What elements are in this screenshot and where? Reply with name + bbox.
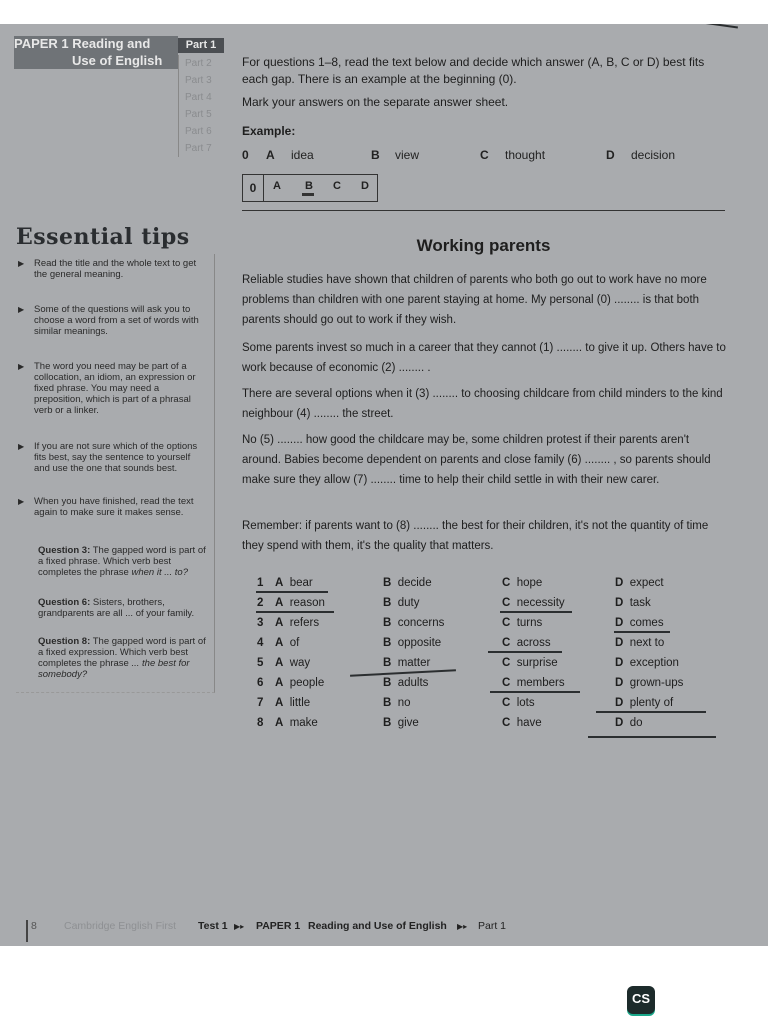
question-tip-text: The gapped word is part of a fixed phrase. Which verb best completes the phrase xyxy=(38,545,206,578)
option-b: B no xyxy=(383,697,411,709)
option-c-word: lots xyxy=(516,697,535,709)
option-b-word: no xyxy=(397,697,411,709)
option-c-word: turns xyxy=(516,617,543,629)
footer-bar xyxy=(26,920,28,942)
paper-banner xyxy=(14,36,178,69)
option-b-word: opposite xyxy=(397,637,442,649)
option-d-word: exception xyxy=(629,657,679,669)
divider xyxy=(242,210,725,211)
text-paragraph: There are several options when it (3) ........ to choosing childcare from child minders to the kind neighbour (4) ........ the street. xyxy=(242,388,723,420)
question-tip-text: Sisters, brothers, grandparents are all ... of your family. xyxy=(38,597,195,619)
part-list xyxy=(178,55,225,157)
option-a: A reason xyxy=(275,597,325,609)
tip-text: Read the title and the whole text to get the general meaning. xyxy=(34,258,197,280)
question-number: 2 xyxy=(257,597,264,609)
option-a: A bear xyxy=(275,577,313,589)
tip-text: If you are not sure which of the options fits best, say the sentence to yourself and use the one that sounds best. xyxy=(34,441,198,474)
paper-banner-line1: PAPER 1 Reading and xyxy=(14,36,151,51)
question-number: 7 xyxy=(257,697,264,709)
part-item: Part 3 xyxy=(185,75,212,86)
footer-page-number: 8 xyxy=(31,920,37,932)
option-b-word: decide xyxy=(397,577,432,589)
arrow-icon: ▶▸ xyxy=(234,922,245,931)
option-b: B give xyxy=(383,717,419,729)
tip-text: The word you need may be part of a collocation, an idiom, an expression or fixed phrase. You may need a preposition, which is part of a phrasal verb or a linker. xyxy=(34,361,196,416)
scanned-page xyxy=(0,24,768,946)
tips-title: Essential tips xyxy=(16,224,190,250)
pen-underline xyxy=(588,736,716,738)
pen-underline xyxy=(490,691,580,693)
paper-banner-line2: Use of English xyxy=(72,53,163,68)
tip-item xyxy=(18,441,200,474)
part-item: Part 4 xyxy=(185,92,212,103)
question-tip-text: The gapped word is part of a fixed expression. Which verb best completes the phrase xyxy=(38,636,206,669)
text-paragraph: Reliable studies have shown that children of parents who both go out to work have no more problems than children with one parent staying at home. My personal (0) ........ is that both parents should go out to work if they wish. xyxy=(242,274,707,326)
arrow-icon: ▶ xyxy=(18,497,25,506)
question-tip xyxy=(38,636,208,680)
option-d: D grown-ups xyxy=(615,677,684,689)
part-item: Part 5 xyxy=(185,109,212,120)
text-title: Working parents xyxy=(416,236,551,255)
option-b-word: matter xyxy=(397,657,431,669)
option-a-word: little xyxy=(289,697,311,709)
pen-underline xyxy=(500,611,572,613)
question-number: 5 xyxy=(257,657,264,669)
camscanner-logo-icon: CS xyxy=(627,986,655,1014)
option-b-word: duty xyxy=(397,597,420,609)
option-b-word: give xyxy=(397,717,419,729)
question-number: 1 xyxy=(257,577,264,589)
question-tip-label: Question 6: xyxy=(38,597,91,608)
option-c: C necessity xyxy=(502,597,565,609)
option-a-word: refers xyxy=(289,617,320,629)
option-d-word: comes xyxy=(629,617,664,629)
example-option: view xyxy=(395,148,420,162)
option-d: D exception xyxy=(615,657,679,669)
option-a-word: of xyxy=(289,637,300,649)
example-letter: D xyxy=(606,148,615,162)
arrow-icon: ▶ xyxy=(18,442,25,451)
pen-underline xyxy=(256,591,328,593)
instructions-line1: For questions 1–8, read the text below and decide which answer (A, B, C or D) best fits each gap. There is an example at the beginning (0). xyxy=(242,55,705,86)
question-number: 8 xyxy=(257,717,264,729)
example-option: decision xyxy=(631,148,676,162)
option-a: A way xyxy=(275,657,311,669)
option-b: B decide xyxy=(383,577,432,589)
instructions-line2: Mark your answers on the separate answer sheet. xyxy=(242,95,509,109)
option-b: B opposite xyxy=(383,637,442,649)
option-c-word: hope xyxy=(516,577,543,589)
example-number: 0 xyxy=(242,148,249,162)
pen-stroke xyxy=(702,24,738,28)
option-c: C members xyxy=(502,677,565,689)
option-a: A little xyxy=(275,697,311,709)
footer-paper: PAPER 1 xyxy=(256,920,301,932)
option-d-word: expect xyxy=(629,577,664,589)
option-d: D expect xyxy=(615,577,664,589)
pen-underline xyxy=(256,611,334,613)
question-tip-label: Question 8: xyxy=(38,636,91,647)
option-a-word: bear xyxy=(289,577,313,589)
option-d: D do xyxy=(615,717,643,729)
part-item: Part 7 xyxy=(185,143,212,154)
question-tip xyxy=(38,545,208,578)
option-c-word: necessity xyxy=(516,597,565,609)
option-c: C have xyxy=(502,717,542,729)
example-option: idea xyxy=(291,148,314,162)
footer-section: Reading and Use of English xyxy=(308,920,447,932)
option-b: B adults xyxy=(383,677,429,689)
option-a: A of xyxy=(275,637,300,649)
option-c-word: surprise xyxy=(516,657,558,669)
tip-item xyxy=(18,496,200,518)
option-d: D next to xyxy=(615,637,665,649)
question-tip-phrase: when it ... to? xyxy=(131,567,188,578)
option-b: B concerns xyxy=(383,617,445,629)
option-d-word: task xyxy=(629,597,651,609)
tip-text: Some of the questions will ask you to choose a word from a set of words with similar meanings. xyxy=(34,304,199,337)
option-a-word: make xyxy=(289,717,318,729)
option-d-word: plenty of xyxy=(629,697,674,709)
arrow-icon: ▶ xyxy=(18,259,25,268)
example-option: thought xyxy=(505,148,546,162)
answer-sheet-number: 0 xyxy=(243,175,264,201)
option-b-word: adults xyxy=(397,677,429,689)
option-c: C surprise xyxy=(502,657,558,669)
option-a-word: people xyxy=(289,677,325,689)
answer-sheet-filled-mark xyxy=(302,193,314,196)
pen-underline xyxy=(350,669,456,677)
option-a-word: reason xyxy=(289,597,325,609)
text-paragraph: No (5) ........ how good the childcare may be, some children protest if their parents aren't around. Babies become dependent on parents and close family (6) ........ , so parents should make sure they allow (7) ........ time to help their child settle in with their new carer. xyxy=(242,434,711,486)
arrow-icon: ▶ xyxy=(18,362,25,371)
option-a: A people xyxy=(275,677,325,689)
option-d-word: next to xyxy=(629,637,665,649)
option-d-word: do xyxy=(629,717,643,729)
option-d: D task xyxy=(615,597,651,609)
arrow-icon: ▶ xyxy=(18,305,25,314)
option-c: C across xyxy=(502,637,551,649)
question-number: 6 xyxy=(257,677,264,689)
pen-underline xyxy=(488,651,562,653)
tip-item xyxy=(18,258,200,280)
option-c-word: across xyxy=(516,637,551,649)
answer-sheet-letter: C xyxy=(333,180,341,192)
question-tip xyxy=(38,597,208,619)
answer-sheet-letter: B xyxy=(305,180,313,192)
option-d-word: grown-ups xyxy=(629,677,684,689)
option-c: C turns xyxy=(502,617,543,629)
footer-test: Test 1 xyxy=(198,920,228,932)
example-letter: C xyxy=(480,148,489,162)
arrow-icon: ▶▸ xyxy=(457,922,468,931)
tip-item xyxy=(18,361,200,416)
option-b: B matter xyxy=(383,657,431,669)
question-number: 4 xyxy=(257,637,264,649)
option-b: B duty xyxy=(383,597,420,609)
option-c-word: have xyxy=(516,717,542,729)
pen-underline xyxy=(614,631,670,633)
example-letter: B xyxy=(371,148,380,162)
answer-sheet-letter: D xyxy=(361,180,369,192)
option-d: D plenty of xyxy=(615,697,674,709)
tip-item xyxy=(18,304,200,337)
option-c: C hope xyxy=(502,577,543,589)
option-d: D comes xyxy=(615,617,664,629)
example-label: Example: xyxy=(242,124,296,138)
tip-text: When you have finished, read the text again to make sure it makes sense. xyxy=(34,496,194,518)
option-a-word: way xyxy=(289,657,311,669)
option-c-word: members xyxy=(516,677,565,689)
text-paragraph: Remember: if parents want to (8) ........ the best for their children, it's not the quantity of time they spend with them, it's the quality that matters. xyxy=(242,520,709,552)
question-tip-phrase: ... the best for somebody? xyxy=(38,658,190,680)
pen-underline xyxy=(596,711,706,713)
example-answer-sheet xyxy=(242,174,378,202)
footer-book: Cambridge English First xyxy=(64,920,177,932)
footer-part: Part 1 xyxy=(478,920,507,932)
option-a: A make xyxy=(275,717,318,729)
text-paragraph: Some parents invest so much in a career that they cannot (1) ........ to give it up. Others have to work because of economic (2) ........ . xyxy=(242,342,726,374)
question-number: 3 xyxy=(257,617,264,629)
option-c: C lots xyxy=(502,697,535,709)
active-part-tab: Part 1 xyxy=(178,38,224,53)
part-item: Part 2 xyxy=(185,58,212,69)
option-a: A refers xyxy=(275,617,320,629)
answer-sheet-letter: A xyxy=(273,180,281,192)
example-letter: A xyxy=(266,148,275,162)
part-item: Part 6 xyxy=(185,126,212,137)
question-tip-label: Question 3: xyxy=(38,545,91,556)
option-b-word: concerns xyxy=(397,617,445,629)
